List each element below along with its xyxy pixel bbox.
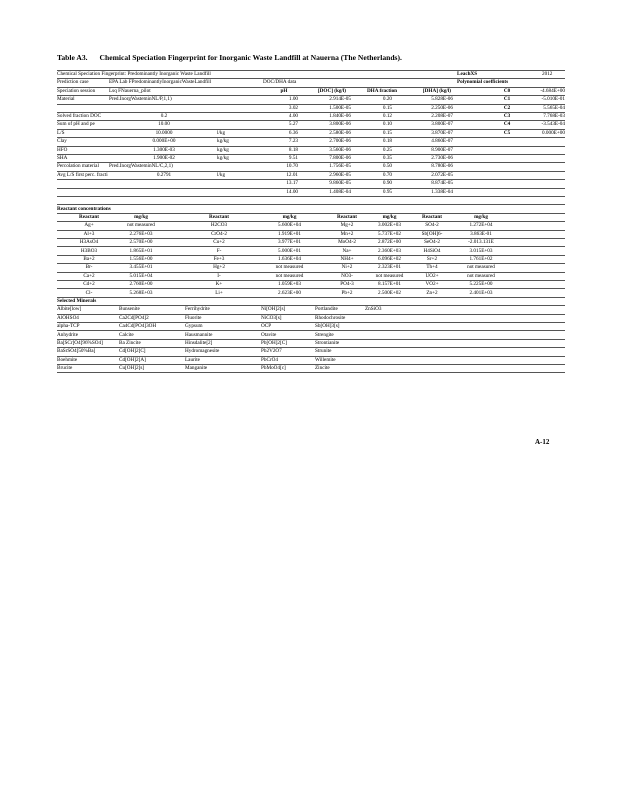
reactant-name: Mg+2 <box>340 222 354 229</box>
dha-fraction-value: 0.18 <box>382 138 392 145</box>
reactant-name: VO2+ <box>425 281 439 288</box>
row-divider <box>57 305 565 306</box>
reactant-value: 3.455E+01 <box>129 264 153 271</box>
mineral-name: Hydromagnesite <box>185 348 220 355</box>
doc-ph-value: 4.00 <box>288 113 298 119</box>
reactant-value: 8.157E+01 <box>378 281 401 288</box>
row-divider <box>57 188 565 189</box>
row-divider <box>57 87 565 88</box>
reactant-value: 5.015E+04 <box>129 272 153 279</box>
reactant-name: NO3- <box>341 272 353 279</box>
poly-value: -5.010E-01 <box>541 96 565 103</box>
reactant-name: H3BO3 <box>80 247 98 254</box>
row-divider <box>57 272 565 273</box>
mineral-name: BaSrSO4[50%Ba] <box>57 348 96 355</box>
reactant-header: Reactant <box>422 213 442 220</box>
param-label: Avg L/S first perc. fracti <box>57 171 108 178</box>
reactant-name: SO4-2 <box>425 222 439 229</box>
minerals-title-row <box>57 297 565 305</box>
mineral-name: Pb2V2O7 <box>261 348 282 355</box>
doc-conc-value: 9.860E-05 <box>329 180 351 187</box>
row-divider <box>57 129 565 130</box>
row-divider <box>57 322 565 323</box>
doc-conc-value: 2.700E-06 <box>329 138 351 145</box>
reactant-row <box>57 272 565 280</box>
doc-conc-value: 1.840E-06 <box>329 113 351 119</box>
mineral-name: Bunsenite <box>119 306 140 313</box>
row-divider <box>57 238 565 239</box>
param-unit: kg/kg <box>217 155 229 161</box>
row-divider <box>57 70 565 71</box>
reactant-name: Zn+2 <box>426 289 438 296</box>
mineral-name: Cd[OH]2[C] <box>119 348 146 355</box>
mineral-name: Cu[OH]2[s] <box>119 365 145 372</box>
doc-ph-value: 10.70 <box>286 163 298 170</box>
mineral-name: Gypsum <box>185 323 203 330</box>
minerals-title: Selected Minerals <box>57 298 97 304</box>
reactant-value: 5.000E+01 <box>278 247 301 254</box>
mineral-name: Strontianite <box>315 340 340 346</box>
reactant-value: 2.500E+02 <box>378 289 401 296</box>
doc-conc-value: 1.408E-04 <box>329 188 351 195</box>
doc-conc-value: 7.800E-06 <box>329 155 351 161</box>
reactant-row <box>57 280 565 288</box>
param-value: 1.900E-02 <box>153 155 175 161</box>
reactant-name: Th+4 <box>426 264 438 271</box>
row-divider <box>57 221 565 222</box>
doc-ph-value: 9.51 <box>288 155 298 161</box>
leachxs-label: LeachXS <box>457 71 478 77</box>
dha-conc-value: 2.250E-06 <box>431 104 453 111</box>
doc-conc-value: 2.580E-06 <box>329 129 351 136</box>
reactant-name: CrO4-2 <box>211 230 227 237</box>
dha-conc-value: 2.730E-06 <box>431 155 453 161</box>
row-divider <box>57 104 565 105</box>
mineral-name: Zincite <box>315 365 330 372</box>
reactant-name: K+ <box>215 281 223 288</box>
reactant-row <box>57 221 565 229</box>
row-divider <box>57 171 565 172</box>
reactant-value: 1.636E+04 <box>278 255 301 262</box>
header-row-2 <box>57 78 565 86</box>
reactant-value: 3.863E-01 <box>470 230 492 237</box>
material-label: Material <box>57 96 75 103</box>
doc-ph-value: 6.36 <box>288 129 298 136</box>
dha-fraction-value: 0.15 <box>382 104 392 111</box>
mineral-name: Brucite <box>57 365 73 372</box>
mineral-name: Portlandite <box>315 306 338 313</box>
reactant-value: 2.401E+03 <box>469 289 493 296</box>
dha-fraction-value: 0.12 <box>382 113 392 119</box>
dha-fraction-value: 0.20 <box>382 96 392 103</box>
reactant-name: Cl- <box>85 289 93 296</box>
reactant-value: 3.015E+03 <box>469 247 493 254</box>
param-unit: l/kg <box>217 171 226 178</box>
doc-ph-value: 14.00 <box>286 188 298 195</box>
header-row-1 <box>57 70 565 78</box>
reactant-value: not measured <box>467 264 495 271</box>
dha-fraction-value: 0.70 <box>382 171 392 178</box>
mineral-row <box>57 314 565 322</box>
dha-conc-value: 2.208E-07 <box>431 113 453 119</box>
poly-label: C0 <box>503 87 511 94</box>
reactant-name: Sr+2 <box>426 255 438 262</box>
row-divider <box>57 347 565 348</box>
reactant-name: MoO4-2 <box>338 239 356 246</box>
reactant-name: H2CO3 <box>210 222 228 229</box>
param-row <box>57 120 565 128</box>
mineral-row <box>57 364 565 372</box>
speciation-session-value: Lsq FNauerna_pilot <box>109 87 151 94</box>
reactant-value: 2.323E+01 <box>378 264 401 271</box>
doc-ph-value: 12.01 <box>286 171 298 178</box>
mineral-name: PbMoO4[c] <box>261 365 286 372</box>
reactant-name: Li+ <box>215 289 223 296</box>
reactant-value: 5.600E+04 <box>278 222 301 229</box>
reactant-value: 1.059E+03 <box>278 281 301 288</box>
table-title-text: Chemical Speciation Fingerprint for Inorganic Waste Landfill at Nauerna (The Netherlands). <box>99 53 402 62</box>
reactant-name: PO4-3 <box>340 281 354 288</box>
mineral-name: Ba[SCr]O4[96%SO4] <box>57 340 103 346</box>
reactant-title: Reactant concentrations <box>57 205 111 212</box>
mineral-row <box>57 339 565 347</box>
dha-conc-value: 5.828E-06 <box>431 96 453 103</box>
mineral-name: Ni[OH]2[s] <box>261 306 286 313</box>
mineral-row <box>57 322 565 330</box>
reactant-value: 2.872E+00 <box>378 239 401 246</box>
dha-fraction-value: 0.35 <box>382 155 392 161</box>
poly-heading: Polynomial coefficients <box>457 79 509 86</box>
row-divider <box>57 339 565 340</box>
mineral-name: Cd[OH]2[A] <box>119 356 146 363</box>
param-label: Clay <box>57 138 67 145</box>
row-divider <box>57 356 565 357</box>
dha-fraction-value: 0.10 <box>382 121 392 128</box>
material-value: Pred.InorgWasteminNL/P,1,1) <box>109 96 172 103</box>
reactant-row <box>57 289 565 297</box>
doc-conc-value: 1.756E-05 <box>329 163 351 170</box>
mineral-name: Hinsdalite[2] <box>185 340 213 346</box>
mineral-row <box>57 305 565 313</box>
reactant-value: 5.225E+00 <box>469 281 493 288</box>
table-number: Table A3. <box>57 53 88 62</box>
param-row <box>57 171 565 179</box>
reactant-title-row <box>57 205 565 213</box>
reactant-name: H3AsO4 <box>79 239 99 246</box>
mineral-name: Strengite <box>315 331 334 338</box>
doc-row <box>57 188 565 196</box>
mineral-name: PbCrO4 <box>261 356 279 363</box>
doc-col-dha-conc: [DHA] (kg/l) <box>422 87 452 94</box>
dha-conc-value: 8.874E-05 <box>431 180 453 187</box>
param-value: Pred.InorgWasteminNL/C,2,1) <box>109 163 173 170</box>
reactant-name: Ag+ <box>84 222 94 229</box>
param-row <box>57 129 565 137</box>
dha-fraction-value: 0.15 <box>382 129 392 136</box>
row-divider <box>57 297 565 298</box>
poly-row <box>57 104 565 112</box>
mineral-name: alpha-TCP <box>57 323 80 330</box>
reactant-name: Cd+2 <box>83 281 95 288</box>
reactant-name: Hg+2 <box>213 264 225 271</box>
year-label: 2012 <box>542 71 553 77</box>
prediction-case-value: EPA Lab FPredominantlyInorganicWasteLandfill <box>109 79 212 86</box>
reactant-name: Cu+2 <box>213 239 225 246</box>
mineral-name: Anhydrite <box>57 331 79 338</box>
reactant-name: Sb[OH]6- <box>421 230 443 237</box>
reactant-name: Pb+2 <box>341 289 353 296</box>
mineral-name: Manganite <box>185 365 208 372</box>
row-divider <box>57 280 565 281</box>
reactant-value: not measured <box>275 272 304 279</box>
param-row <box>57 137 565 145</box>
poly-value: 7.768E-03 <box>543 113 565 119</box>
param-value: 1.300E-03 <box>153 146 175 153</box>
doc-col-doc: [DOC] (kg/l) <box>317 87 347 94</box>
poly-value: 5.565E-04 <box>543 104 565 111</box>
dha-conc-value: 3.870E-07 <box>431 129 453 136</box>
poly-value: -3.543E-04 <box>541 121 565 128</box>
param-unit: l/kg <box>217 129 226 136</box>
row-divider <box>57 230 565 231</box>
reactant-value: 3.977E+01 <box>278 239 301 246</box>
param-value: 10.0000 <box>155 129 173 136</box>
reactant-value: not measured <box>375 272 404 279</box>
row-divider <box>57 213 565 214</box>
dha-conc-value: 4.860E-07 <box>431 138 453 145</box>
doc-conc-value: 3.560E-06 <box>329 146 351 153</box>
mineral-name: Calcite <box>119 331 134 338</box>
mineral-name: Sb[OH]3[s] <box>315 323 340 330</box>
mineral-name: AlOHSO4 <box>57 314 79 321</box>
reactant-name: F- <box>216 247 222 254</box>
reactant-header-row <box>57 213 565 221</box>
poly-label: C4 <box>503 121 511 128</box>
mineral-name: Ferrihydrite <box>185 306 210 313</box>
reactant-header: mg/kg <box>282 213 297 220</box>
mineral-name: Hausmannite <box>185 331 213 338</box>
reactant-name: NH4+ <box>340 255 354 262</box>
mineral-name: Albite[low] <box>57 306 82 313</box>
prediction-case-label: Prediction case <box>57 79 89 86</box>
mineral-name: Boehmite <box>57 356 78 363</box>
row-divider <box>57 330 565 331</box>
reactant-value: 5.268E+03 <box>129 289 153 296</box>
param-value: 0.2 <box>160 113 168 119</box>
reactant-value: 1.761E+02 <box>469 255 493 262</box>
doc-conc-value: 2.960E-05 <box>329 171 351 178</box>
dha-fraction-value: 0.50 <box>382 163 392 170</box>
reactant-row <box>57 238 565 246</box>
mineral-name: Laurite <box>185 356 200 363</box>
reactant-row <box>57 263 565 271</box>
param-row <box>57 162 565 170</box>
dha-conc-value: 2.072E-05 <box>431 171 453 178</box>
row-divider <box>57 372 565 373</box>
reactant-row <box>57 230 565 238</box>
param-label: Percolation material <box>57 163 99 170</box>
param-unit: kg/kg <box>217 146 229 153</box>
mineral-name: Ca4Cd[PO4]3OH <box>119 323 157 330</box>
row-divider <box>57 263 565 264</box>
doc-ph-value: 7.23 <box>288 138 298 145</box>
row-divider <box>57 137 565 138</box>
param-value: 0.2791 <box>156 171 172 178</box>
doc-ph-value: 3.02 <box>288 104 298 111</box>
reactant-header: Reactant <box>79 213 99 220</box>
row-divider <box>57 246 565 247</box>
doc-col-ph: pH <box>280 87 288 94</box>
reactant-value: 6.096E+02 <box>378 255 401 262</box>
reactant-header: mg/kg <box>474 213 488 220</box>
reactant-name: SeO4-2 <box>424 239 440 246</box>
row-divider <box>57 204 565 205</box>
dha-conc-value: 8.780E-06 <box>431 163 453 170</box>
reactant-value: 2.570E+00 <box>129 239 153 246</box>
doc-row <box>57 179 565 187</box>
param-label: HFO <box>57 146 68 153</box>
mineral-name: Otavite <box>261 331 277 338</box>
row-divider <box>57 288 565 289</box>
reactant-header: Reactant <box>337 213 357 220</box>
doc-dha-label: DOC/DHA data <box>263 79 297 86</box>
reactant-value: 3.002E+03 <box>378 222 401 229</box>
reactant-value: not measured <box>467 272 495 279</box>
param-label: Sum of pH and pe <box>57 121 95 128</box>
poly-value: 0.000E+00 <box>542 129 565 136</box>
doc-col-dha-fraction: DHA fraction <box>366 87 398 94</box>
row-divider <box>57 364 565 365</box>
doc-ph-value: 5.27 <box>288 121 298 128</box>
reactant-name: Mn+2 <box>340 230 354 237</box>
reactant-value: 5.737E+02 <box>378 230 401 237</box>
poly-label: C2 <box>503 104 511 111</box>
mineral-name: Ca2Cd[PO4]2 <box>119 314 149 321</box>
reactant-header: mg/kg <box>134 213 148 220</box>
row-divider <box>57 314 565 315</box>
reactant-value: 1.919E+01 <box>278 230 301 237</box>
row-divider <box>57 179 565 180</box>
reactant-name: I- <box>217 272 221 279</box>
reactant-name: Ca+2 <box>83 272 95 279</box>
mineral-row <box>57 331 565 339</box>
doc-conc-value: 1.500E-05 <box>329 104 351 111</box>
mineral-name: Ba Zincite <box>119 340 141 346</box>
poly-row <box>57 95 565 103</box>
row-divider <box>57 162 565 163</box>
poly-label: C5 <box>503 129 511 136</box>
mineral-name: NiCO3[s] <box>261 314 282 321</box>
row-divider <box>57 112 565 113</box>
page-number: A-12 <box>535 438 550 446</box>
doc-conc-value: 2.914E-05 <box>329 96 351 103</box>
reactant-row <box>57 255 565 263</box>
doc-ph-value: 13.17 <box>286 180 298 187</box>
reactant-name: Fe+3 <box>213 255 225 262</box>
reactant-value: 2.623E+00 <box>278 289 301 296</box>
doc-ph-value: 1.00 <box>288 96 298 103</box>
reactant-value: 2.276E+03 <box>129 230 153 237</box>
reactant-value: not measured <box>127 222 155 229</box>
reactant-value: not measured <box>275 264 304 271</box>
table-title <box>57 53 557 62</box>
reactant-value: 1.556E+00 <box>129 255 153 262</box>
dha-fraction-value: 0.90 <box>382 180 392 187</box>
param-label: L/S <box>57 129 65 136</box>
mineral-name: ZnSiO3 <box>365 306 382 313</box>
reactant-value: 2.760E+00 <box>129 281 153 288</box>
reactant-value: -2.013.131E <box>468 239 494 246</box>
mineral-name: Fluorite <box>185 314 202 321</box>
row-divider <box>57 154 565 155</box>
row-divider <box>57 95 565 96</box>
row-divider <box>57 255 565 256</box>
mineral-name: Strunite <box>315 348 332 355</box>
mineral-row <box>57 356 565 364</box>
doc-ph-value: 8.18 <box>288 146 298 153</box>
row-divider <box>57 78 565 79</box>
param-label: Solved fraction DOC <box>57 113 102 119</box>
row-divider <box>57 146 565 147</box>
dha-conc-value: 8.900E-07 <box>431 146 453 153</box>
poly-row <box>57 87 565 95</box>
param-value: 0.000E+00 <box>152 138 176 145</box>
param-row <box>57 146 565 154</box>
mineral-row <box>57 347 565 355</box>
reactant-value: 1.272E+04 <box>469 222 493 229</box>
reactant-name: Na+ <box>342 247 352 254</box>
dha-conc-value: 1.338E-04 <box>431 188 453 195</box>
row-divider <box>57 196 565 197</box>
row-divider <box>57 120 565 121</box>
param-label: SHA <box>57 155 68 161</box>
dha-fraction-value: 0.25 <box>382 146 392 153</box>
mineral-name: Rhodochrosite <box>315 314 346 321</box>
reactant-value: 2.360E+03 <box>378 247 401 254</box>
dha-fraction-value: 0.95 <box>382 188 392 195</box>
reactant-name: Ni+2 <box>341 264 353 271</box>
mineral-name: Pb[OH]2[C] <box>261 340 287 346</box>
dha-conc-value: 3.800E-07 <box>431 121 453 128</box>
reactant-name: Ba+2 <box>83 255 95 262</box>
poly-label: C1 <box>503 96 511 103</box>
poly-value: -4.684E+00 <box>540 87 565 94</box>
speciation-session-label: Speciation session <box>57 87 96 94</box>
reactant-name: Al+3 <box>83 230 95 237</box>
mineral-name: OCP <box>261 323 272 330</box>
doc-conc-value: 3.800E-06 <box>329 121 351 128</box>
param-unit: kg/kg <box>217 138 229 145</box>
reactant-header: mg/kg <box>382 213 397 220</box>
param-row <box>57 154 565 162</box>
reactant-name: UO2+ <box>425 272 439 279</box>
param-row <box>57 112 565 120</box>
table-heading: Chemical Speciation Fingerprint: Predominantly Inorganic Waste Landfill <box>57 71 211 77</box>
reactant-row <box>57 247 565 255</box>
reactant-value: 1.865E+01 <box>129 247 153 254</box>
reactant-name: H4SiO4 <box>423 247 441 254</box>
param-value: 10.00 <box>158 121 170 128</box>
mineral-name: Willemite <box>315 356 336 363</box>
reactant-name: Br- <box>85 264 93 271</box>
reactant-header: Reactant <box>209 213 229 220</box>
poly-label: C3 <box>503 113 511 119</box>
